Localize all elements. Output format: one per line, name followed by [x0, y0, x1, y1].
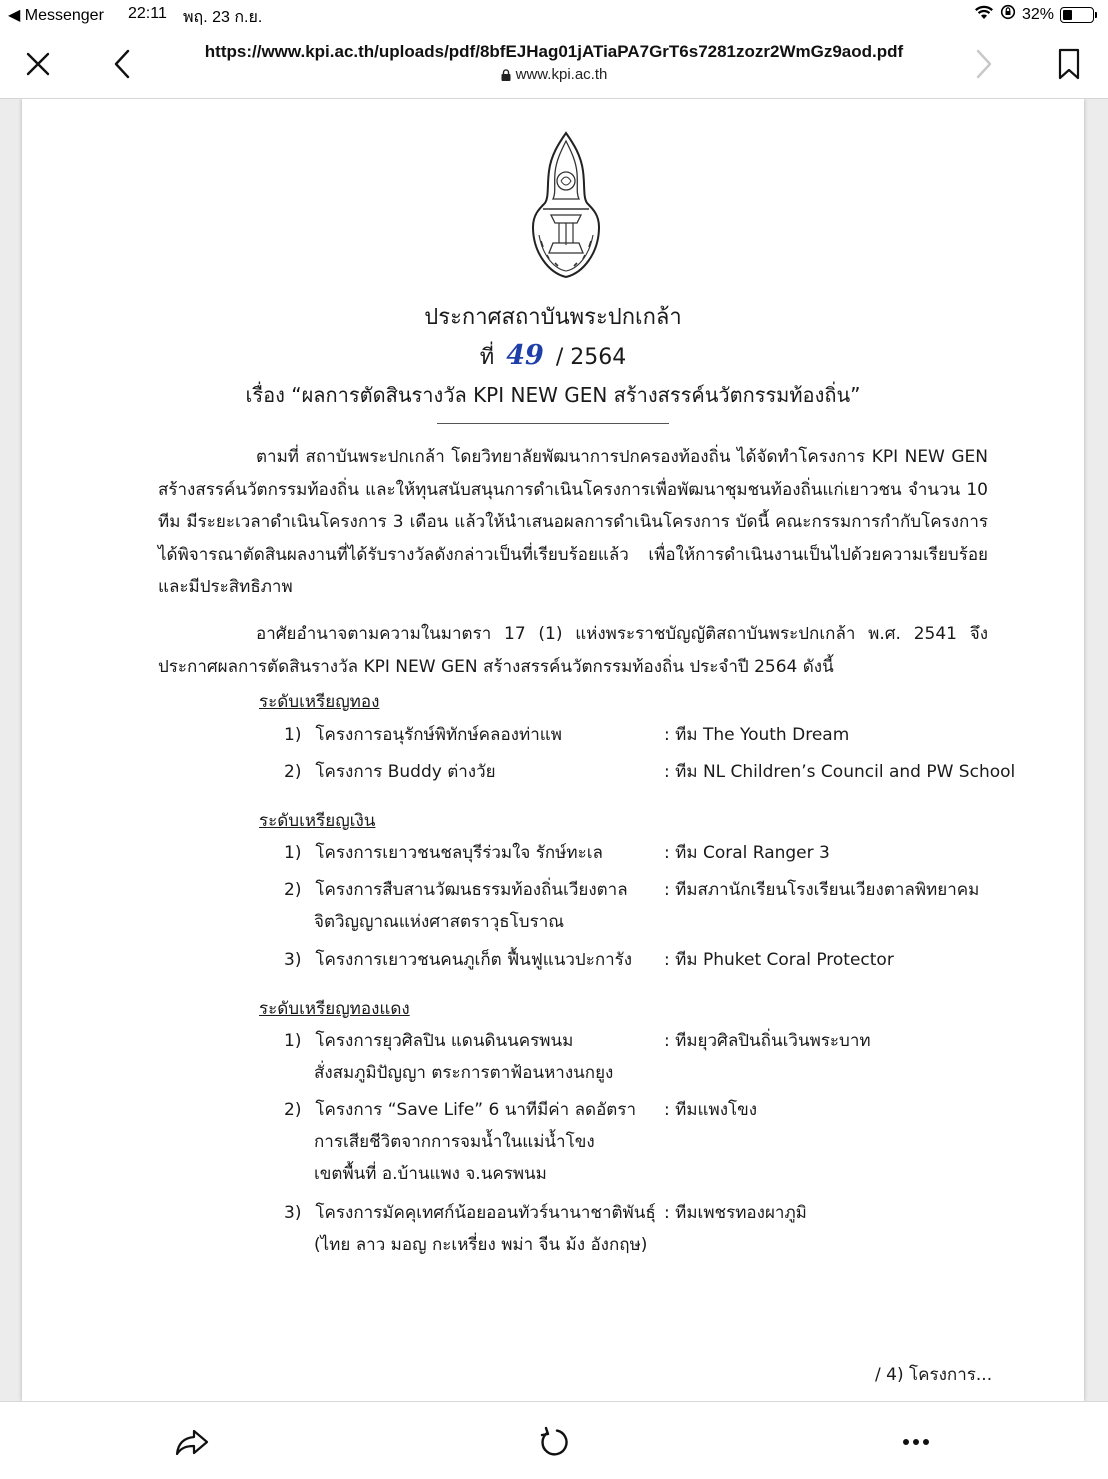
status-indicators: [974, 4, 1094, 25]
project-name: โครงการเยาวชนชลบุรีร่วมใจ รักษ์ทะเล: [315, 843, 603, 863]
item-number: 2): [284, 880, 302, 900]
silver-team-1: : ทีม Coral Ranger 3: [664, 843, 830, 863]
institute-emblem: [529, 131, 603, 279]
project-name: โครงการยุวศิลปิน แดนดินนครพนม: [315, 1031, 574, 1051]
close-button[interactable]: [18, 44, 58, 84]
page-host: [150, 66, 958, 83]
paragraph-2-text: อาศัยอำนาจตามความในมาตรา 17 (1) แห่งพระราชบัญญัติสถาบันพระปกเกล้า พ.ศ. 2541 จึงประกาศผลการตัดสินรางวัล KPI NEW GEN สร้างสรรค์นวัตกรรมท้องถิ่น ประจำปี 2564 ดังนี้: [158, 624, 988, 677]
orientation-lock-icon: [1000, 4, 1016, 25]
bookmark-button[interactable]: [1049, 44, 1089, 84]
bronze-team-3: : ทีมเพชรทองผาภูมิ: [664, 1203, 807, 1223]
battery-icon: [1060, 7, 1094, 23]
gold-team-1: : ทีม The Youth Dream: [664, 725, 850, 745]
pdf-page: [22, 99, 1084, 1401]
host-label: www.kpi.ac.th: [515, 66, 608, 83]
project-name: โครงการสืบสานวัฒนธรรมท้องถิ่นเวียงตาล: [315, 880, 628, 900]
gold-team-2: : ทีม NL Children’s Council and PW School: [664, 762, 1016, 782]
project-name: โครงการ “Save Life” 6 นาทีมีค่า ลดอัตรา: [315, 1100, 637, 1120]
silver-item-1: [284, 837, 644, 869]
paragraph-1: [158, 441, 988, 604]
item-number: 1): [284, 1031, 302, 1051]
item-number: 1): [284, 725, 302, 745]
section-gold-heading: ระดับเหรียญทอง: [259, 692, 380, 712]
bronze-item-1: [284, 1025, 644, 1089]
silver-item-3: [284, 944, 644, 976]
chevron-right-icon: [975, 49, 993, 79]
paragraph-2: [158, 618, 988, 683]
reload-button[interactable]: [532, 1422, 576, 1462]
bronze-item-3: [284, 1197, 664, 1261]
share-icon: [174, 1427, 210, 1457]
refresh-icon: [537, 1425, 571, 1459]
project-name: โครงการเยาวชนคนภูเก็ต ฟื้นฟูแนวปะการัง: [315, 950, 633, 970]
project-name: โครงการอนุรักษ์พิทักษ์คลองท่าแพ: [315, 725, 562, 745]
announcement-subject: เรื่อง “ผลการตัดสินรางวัล KPI NEW GEN สร้างสรรค์นวัตกรรมท้องถิ่น”: [245, 383, 861, 407]
status-date: พฤ. 23 ก.ย.: [183, 9, 263, 26]
project-name: โครงการมัคคุเทศก์น้อยออนทัวร์นานาชาติพันธุ์: [315, 1203, 656, 1223]
project-name-cont: สั่งสมภูมิปัญญา ตระการตาฟ้อนหางนกยูง: [314, 1063, 614, 1083]
forward-button[interactable]: [964, 44, 1004, 84]
lock-icon: [501, 69, 511, 81]
more-icon: [902, 1438, 930, 1446]
project-name-cont: จิตวิญญาณแห่งศาสตราวุธโบราณ: [314, 912, 565, 932]
bronze-team-2: : ทีมแพงโขง: [664, 1100, 758, 1120]
project-name-cont: (ไทย ลาว มอญ กะเหรี่ยง พม่า จีน ม้ง อังกฤษ): [314, 1235, 648, 1255]
silver-team-3: : ทีม Phuket Coral Protector: [664, 950, 894, 970]
battery-level: [1063, 10, 1072, 20]
browser-toolbar: [0, 30, 1108, 99]
battery-percent: 32%: [1021, 5, 1054, 23]
item-number: 2): [284, 1100, 302, 1120]
gold-item-2: [284, 756, 644, 788]
item-number: 1): [284, 843, 302, 863]
announcement-number: [22, 339, 1084, 374]
status-time: 22:11: [128, 5, 167, 22]
wifi-icon: [974, 4, 994, 25]
paragraph-1-text: ตามที่ สถาบันพระปกเกล้า โดยวิทยาลัยพัฒนาการปกครองท้องถิ่น ได้จัดทำโครงการ KPI NEW GEN สร้างสรรค์นวัตกรรมท้องถิ่น และให้ทุนสนับสนุนการดำเนินโครงการเพื่อพัฒนาชุมชนท้องถิ่นแก่เยาวชน จำนวน 10 ทีม มีระยะเวลาดำเนินโครงการ 3 เดือน แล้วให้นำเสนอผลการดำเนินโครงการ บัดนี้ คณะกรรมการกำกับโครงการได้พิจารณาตัดสินผลงานที่ได้รับรางวัลดังกล่าวเป็นที่เรียบร้อยแล้ว เพื่อให้การดำเนินงานเป็นไปด้วยความเรียบร้อยและมีประสิทธิภาพ: [158, 447, 988, 597]
close-icon: [25, 51, 51, 77]
number-prefix: ที่: [479, 345, 495, 370]
continued-note: / 4) โครงการ...: [875, 1365, 993, 1385]
gold-item-1: [284, 719, 644, 751]
project-name-cont: การเสียชีวิตจากการจมน้ำในแม่น้ำโขง: [314, 1132, 595, 1152]
project-name: โครงการ Buddy ต่างวัย: [315, 762, 496, 782]
divider: [437, 423, 669, 424]
page-url: https://www.kpi.ac.th/uploads/pdf/8bfEJHag01jATiaPA7GrT6s7281zozr2WmGz9aod.pdf: [204, 42, 904, 61]
share-button[interactable]: [170, 1422, 214, 1462]
announcement-title: ประกาศสถาบันพระปกเกล้า: [424, 305, 682, 330]
bronze-team-1: : ทีมยุวศิลปินถิ่นเวินพระบาท: [664, 1031, 871, 1051]
back-to-app-link[interactable]: ◀ Messenger: [8, 7, 104, 24]
silver-team-2: : ทีมสภานักเรียนโรงเรียนเวียงตาลพิทยาคม: [664, 880, 980, 900]
bottom-toolbar: [0, 1401, 1108, 1479]
back-button[interactable]: [102, 44, 142, 84]
project-name-cont-2: เขตพื้นที่ อ.บ้านแพง จ.นครพนม: [314, 1164, 547, 1184]
chevron-left-icon: [113, 49, 131, 79]
item-number: 3): [284, 1203, 302, 1223]
section-bronze-heading: ระดับเหรียญทองแดง: [259, 999, 410, 1019]
pdf-viewer[interactable]: [0, 99, 1108, 1401]
section-silver-heading: ระดับเหรียญเงิน: [259, 811, 376, 831]
number-year: / 2564: [555, 345, 627, 370]
item-number: 3): [284, 950, 302, 970]
more-button[interactable]: [894, 1422, 938, 1462]
bookmark-icon: [1058, 48, 1080, 80]
bronze-item-2: [284, 1094, 644, 1190]
item-number: 2): [284, 762, 302, 782]
handwritten-number: 49: [506, 340, 544, 371]
status-bar: [0, 0, 1108, 30]
silver-item-2: [284, 874, 644, 938]
announcement-document: [22, 99, 1084, 1401]
address-bar[interactable]: [150, 42, 958, 83]
